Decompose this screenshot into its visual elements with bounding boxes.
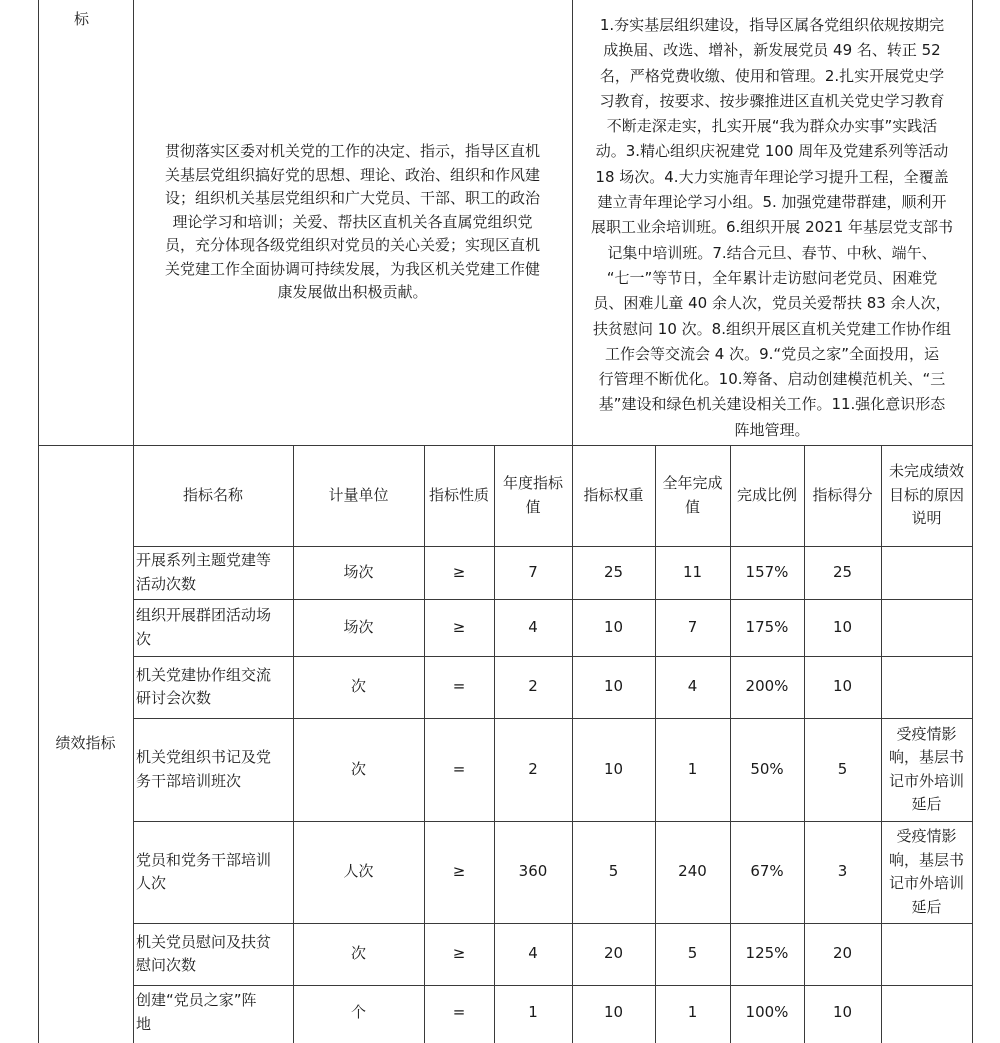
table-cell-weight: 20 (603, 944, 624, 963)
table-cell-reason (881, 546, 972, 599)
header-unit: 计量单位 (328, 485, 389, 504)
table-cell-score: 5 (837, 759, 848, 778)
table-cell-ratio: 175% (745, 617, 789, 636)
table-cell-weight: 5 (608, 862, 619, 881)
annual-completion-text: 1.夯实基层组织建设，指导区属各党组织依规按期完 成换届、改选、增补，新发展党员 49 名、转正 52 名，严格党费收缴、使用和管理。2.扎实开展党史学 习教育，按要求、按步骤推进区直机关党史学习教育 不断走深走实，扎实开展“我为群众办实事”实践活 动。3.精心组织庆祝建党 100 周年及党建系列等活动 18 场次。4.大力实施青年理论学习提升工程，全覆盖 建立青年理论学习小组。5. 加强党建带群建，顺利开 展职工业余培训班。6.组织开展 2021 年基层党支部书 记集中培训班。7.结合元旦、春节、中秋、端午、 “七一”等节日，全年累计走访慰问老党员、困难党 员、困难儿童 40 余人次，党员关爱帮扶 83 余人次， 扶贫慰问 10 次。8.组织开展区直机关党建工作协作组 工作会等交流会 4 次。9.“党员之家”全面投用，运 行管理不断优化。10.筹备、启动创建模范机关、“三 基”建设和绿色机关建设相关工作。11.强化意识形态 阵地管理。 (590, 16, 954, 439)
table-cell-ratio: 67% (750, 862, 784, 881)
table-cell-ratio: 200% (745, 677, 789, 696)
table-row-name: 党员和党务干部培训 人次 (136, 850, 272, 892)
table-cell-unit: 场次 (343, 562, 374, 581)
table-row-name: 机关党员慰问及扶贫 慰问次数 (136, 932, 272, 974)
table-row-name: 机关党建协作组交流 研讨会次数 (136, 665, 272, 707)
header-indicator-name: 指标名称 (182, 485, 243, 504)
table-cell-nature: = (452, 677, 466, 696)
table-cell-actual: 7 (687, 617, 698, 636)
table-cell-score: 3 (837, 862, 848, 881)
table-cell-target: 1 (528, 1002, 538, 1021)
table-cell-score: 10 (832, 677, 853, 696)
table-cell-target: 4 (528, 617, 538, 636)
annual-goal-text: 贯彻落实区委对机关党的工作的决定、指示，指导区直机 关基层党组织搞好党的思想、理论、政治、组织和作风建 设；组织机关基层党组织和广大党员、干部、职工的政治 理论学习和培训；关爱、帮扶区直机关各直属党组织党 员，充分体现各级党组织对党员的关心关爱；实现区直机 关党建工作全面协调可持续发展，为我区机关党建工作健 康发展做出积极贡献。 (164, 142, 540, 302)
table-row-name: 机关党组织书记及党 务干部培训班次 (136, 748, 272, 790)
table-cell-nature: = (452, 1002, 466, 1021)
table-row-name: 开展系列主题党建等 活动次数 (136, 551, 272, 593)
table-cell-actual: 240 (678, 862, 707, 881)
table-cell-score: 10 (832, 617, 853, 636)
table-cell-weight: 10 (603, 1002, 624, 1021)
header-score: 指标得分 (812, 485, 873, 504)
header-completion-ratio: 完成比例 (736, 485, 797, 504)
table-cell-actual: 11 (682, 562, 703, 581)
table-cell-reason (881, 923, 972, 985)
table-cell-nature: ≥ (452, 617, 466, 636)
table-cell-actual: 1 (687, 1002, 698, 1021)
table-cell-ratio: 50% (750, 759, 784, 778)
table-cell-actual: 1 (687, 759, 698, 778)
table-cell-actual: 5 (687, 944, 698, 963)
table-cell-weight: 10 (603, 617, 624, 636)
table-cell-target: 2 (528, 677, 538, 696)
table-cell-unit: 次 (350, 944, 366, 963)
table-cell-actual: 4 (687, 677, 698, 696)
table-cell-score: 25 (832, 562, 853, 581)
header-reason: 未完成绩效 目标的原因 说明 (888, 462, 964, 528)
table-cell-ratio: 100% (745, 1002, 789, 1021)
table-cell-ratio: 157% (745, 562, 789, 581)
table-cell-reason: 受疫情影 响，基层书 记市外培训 延后 (888, 724, 964, 813)
table-cell-reason (881, 985, 972, 1040)
table-cell-ratio: 125% (745, 944, 789, 963)
table-cell-weight: 10 (603, 759, 624, 778)
table-cell-target: 2 (528, 759, 538, 778)
table-cell-target: 360 (518, 862, 548, 881)
table-cell-score: 10 (832, 1002, 853, 1021)
header-actual-value: 全年完成 值 (662, 474, 723, 516)
header-nature: 指标性质 (428, 485, 489, 504)
table-cell-reason (881, 656, 972, 718)
top-left-label: 标 (73, 10, 89, 28)
table-cell-weight: 10 (603, 677, 624, 696)
table-row-name: 组织开展群团活动场 次 (136, 606, 272, 648)
table-cell-weight: 25 (603, 562, 624, 581)
table-cell-reason: 受疫情影 响，基层书 记市外培训 延后 (888, 827, 964, 916)
table-cell-unit: 次 (350, 759, 366, 778)
table-cell-target: 4 (528, 944, 538, 963)
table-cell-nature: ≥ (452, 944, 466, 963)
table-cell-unit: 场次 (343, 617, 374, 636)
table-cell-unit: 人次 (343, 862, 374, 881)
header-annual-target: 年度指标 值 (502, 474, 563, 516)
table-cell-reason (881, 599, 972, 656)
table-cell-nature: = (452, 759, 466, 778)
table-cell-unit: 次 (350, 677, 366, 696)
table-cell-nature: ≥ (452, 862, 466, 881)
table-cell-target: 7 (528, 562, 538, 581)
section-label-performance-indicators: 绩效指标 (55, 734, 116, 753)
table-cell-unit: 个 (350, 1002, 366, 1021)
table-row-name: 创建“党员之家”阵 地 (136, 991, 257, 1033)
table-cell-score: 20 (832, 944, 853, 963)
header-weight: 指标权重 (583, 485, 644, 504)
table-cell-nature: ≥ (452, 562, 466, 581)
table-border-right (972, 0, 973, 1043)
